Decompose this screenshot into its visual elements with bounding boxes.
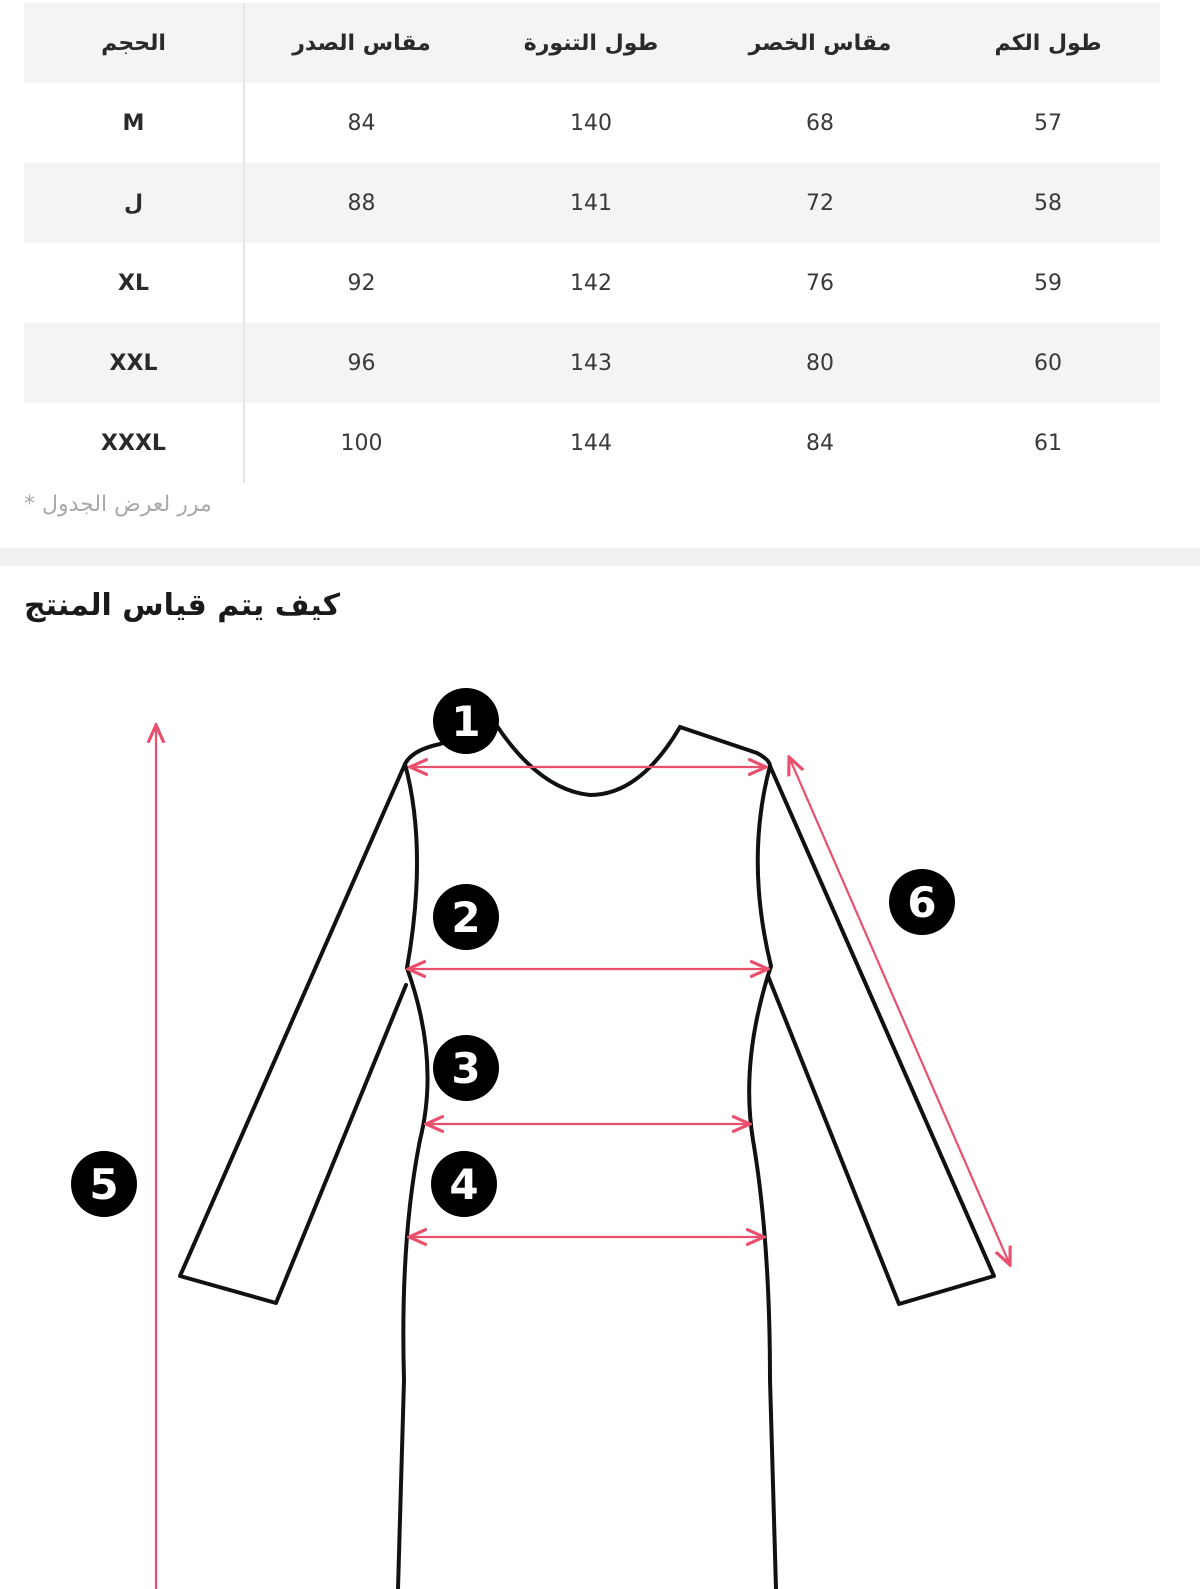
measurement-lines xyxy=(156,725,1010,1589)
marker-badge-3 xyxy=(433,1035,499,1101)
skirt-length-cell: 143 xyxy=(478,323,704,403)
marker-badge-6 xyxy=(889,869,955,935)
marker-number: 4 xyxy=(449,1160,479,1209)
marker-badge-2 xyxy=(433,884,499,950)
size-cell: ل xyxy=(24,163,244,243)
header-skirt-length: طول التنورة xyxy=(478,3,704,83)
marker-number: 6 xyxy=(907,878,937,927)
measure-section-title: كيف يتم قياس المنتج xyxy=(24,588,341,623)
scroll-hint-text: مرر لعرض الجدول * xyxy=(24,492,212,517)
sleeve-length-cell: 58 xyxy=(936,163,1160,243)
table-row xyxy=(24,403,1160,483)
size-cell: M xyxy=(24,83,244,163)
table-row xyxy=(24,163,1160,243)
right-sleeve xyxy=(768,766,994,1304)
marker-number: 1 xyxy=(451,697,481,746)
skirt-length-cell: 141 xyxy=(478,163,704,243)
left-sleeve xyxy=(180,764,406,1303)
dress-outline xyxy=(180,726,994,1589)
waist-cell: 80 xyxy=(704,323,936,403)
sleeve-length-cell: 57 xyxy=(936,83,1160,163)
chest-cell: 96 xyxy=(244,323,478,403)
right-body-side xyxy=(749,766,776,1589)
waist-cell: 72 xyxy=(704,163,936,243)
skirt-length-cell: 140 xyxy=(478,83,704,163)
size-cell: XXXL xyxy=(24,403,244,483)
marker-number: 5 xyxy=(89,1160,119,1209)
header-waist: مقاس الخصر xyxy=(704,3,936,83)
table-row xyxy=(24,243,1160,323)
table-row xyxy=(24,83,1160,163)
dress-measurement-diagram xyxy=(0,640,1200,1589)
marker-badge-5 xyxy=(71,1151,137,1217)
sleeve-measure-line xyxy=(789,757,1010,1265)
skirt-length-cell: 142 xyxy=(478,243,704,323)
section-divider xyxy=(0,548,1200,566)
right-shoulder xyxy=(680,727,770,766)
chest-cell: 88 xyxy=(244,163,478,243)
skirt-length-cell: 144 xyxy=(478,403,704,483)
marker-badge-4 xyxy=(431,1151,497,1217)
sleeve-length-cell: 60 xyxy=(936,323,1160,403)
waist-cell: 84 xyxy=(704,403,936,483)
sleeve-length-cell: 59 xyxy=(936,243,1160,323)
chest-cell: 100 xyxy=(244,403,478,483)
left-body-side xyxy=(398,764,428,1589)
neckline xyxy=(497,726,680,795)
size-cell: XXL xyxy=(24,323,244,403)
size-chart-table xyxy=(24,3,1161,483)
sleeve-length-cell: 61 xyxy=(936,403,1160,483)
size-cell: XL xyxy=(24,243,244,323)
table-header-row xyxy=(24,3,1160,83)
marker-number: 3 xyxy=(451,1044,481,1093)
table-row xyxy=(24,323,1160,403)
waist-cell: 76 xyxy=(704,243,936,323)
marker-number: 2 xyxy=(451,893,481,942)
header-sleeve-length: طول الكم xyxy=(936,3,1160,83)
header-chest: مقاس الصدر xyxy=(244,3,478,83)
waist-cell: 68 xyxy=(704,83,936,163)
chest-cell: 92 xyxy=(244,243,478,323)
marker-badge-1 xyxy=(433,688,499,754)
chest-cell: 84 xyxy=(244,83,478,163)
header-size: الحجم xyxy=(24,3,244,83)
